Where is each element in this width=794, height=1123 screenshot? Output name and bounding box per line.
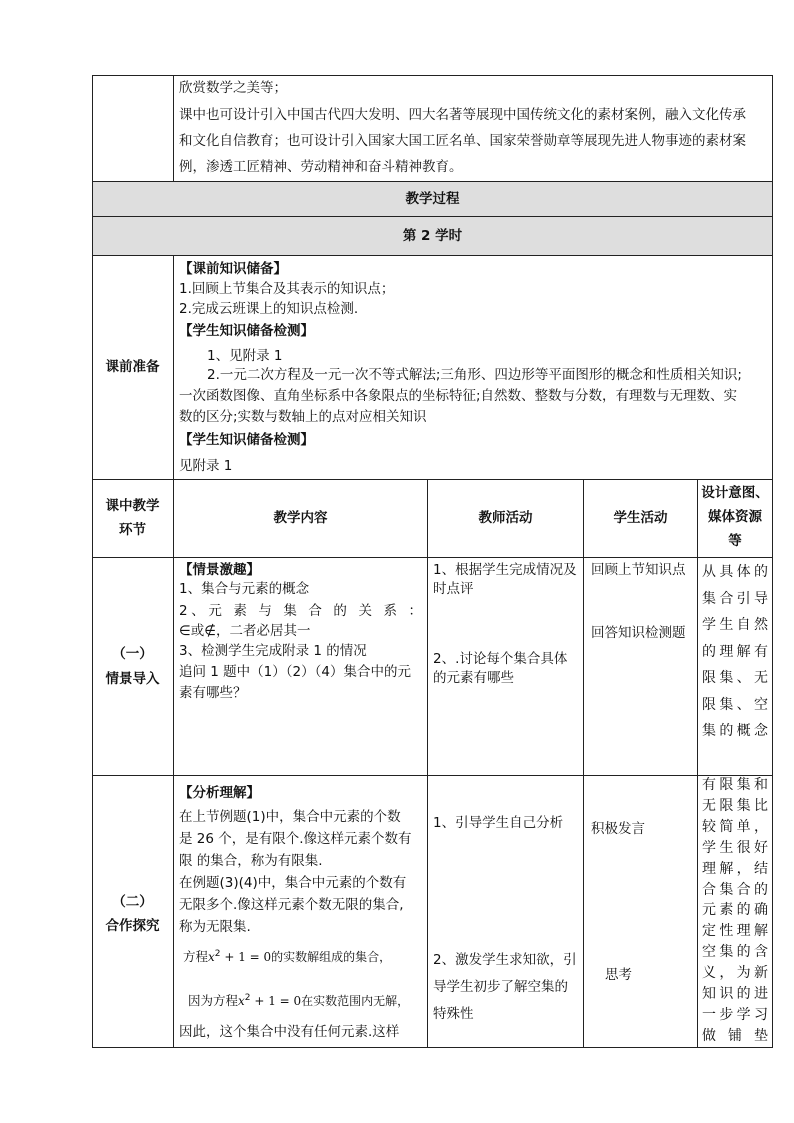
design-line: 合集合的 bbox=[702, 881, 768, 898]
equation-variable: x bbox=[238, 994, 245, 1008]
stage-number: （二） bbox=[112, 894, 153, 910]
design-line: 较简单， bbox=[702, 818, 768, 835]
teacher-line: 2、.讨论每个集合具体 bbox=[433, 651, 568, 667]
content-line: ∈或∉，二者必居其一 bbox=[179, 623, 311, 639]
design-line: 学生自然 bbox=[702, 617, 768, 633]
equation-text: 方程 bbox=[183, 949, 209, 964]
design-line: 集合引导 bbox=[702, 590, 768, 607]
prep-label: 课前准备 bbox=[105, 359, 160, 375]
design-line: 义，为新 bbox=[702, 965, 768, 982]
content-line: 素有哪些？ bbox=[179, 685, 247, 701]
col-divider bbox=[583, 479, 584, 1048]
header-content: 教学内容 bbox=[273, 510, 328, 526]
content-line: 3、检测学生完成附录 1 的情况 bbox=[179, 643, 367, 659]
stage-label: 情景导入 bbox=[105, 671, 160, 687]
prep-line: 见附录 1 bbox=[179, 458, 233, 474]
equation-text: + 1 = 0的实数解组成的集合， bbox=[220, 950, 392, 964]
equation-variable: x bbox=[208, 950, 215, 964]
col-divider bbox=[427, 479, 428, 1048]
prep-line: 1.回顾上节集合及其表示的知识点； bbox=[179, 281, 395, 297]
header-teacher: 教师活动 bbox=[478, 510, 533, 526]
teacher-line: 导学生初步了解空集的 bbox=[433, 979, 568, 995]
teacher-line: 的元素有哪些 bbox=[433, 670, 514, 686]
session-title: 第 2 学时 bbox=[402, 228, 463, 244]
intro-line: 例，渗透工匠精神、劳动精神和奋斗精神教育。 bbox=[179, 159, 463, 175]
content-heading: 【情景激趣】 bbox=[179, 562, 260, 578]
teacher-line: 1、引导学生自己分析 bbox=[433, 815, 564, 831]
student-line: 回顾上节知识点 bbox=[591, 562, 686, 578]
col-divider bbox=[173, 75, 174, 182]
equation-line bbox=[183, 945, 391, 966]
student-line: 思考 bbox=[605, 967, 632, 983]
equation-exponent: 2 bbox=[214, 949, 221, 959]
row-divider bbox=[92, 775, 773, 776]
intro-line: 和文化自信教育；也可设计引入国家大国工匠名单、国家荣誉勋章等展现先进人物事迹的素材案 bbox=[179, 133, 746, 149]
student-line: 积极发言 bbox=[591, 821, 645, 837]
content-line: 2、元 素 与 集 合 的 关 系 ： bbox=[179, 603, 422, 619]
content-line: 1、集合与元素的概念 bbox=[179, 581, 310, 597]
row-divider bbox=[92, 557, 773, 558]
prep-line: 一次函数图像、直角坐标系中各象限点的坐标特征;自然数、整数与分数，有理数与无理数、实 bbox=[179, 388, 738, 404]
content-line: 因此，这个集合中没有任何元素.这样 bbox=[179, 1024, 400, 1040]
design-line: 限集、无 bbox=[702, 670, 768, 686]
design-line: 的理解有 bbox=[702, 643, 768, 660]
header-stage-line: 环节 bbox=[119, 522, 146, 538]
design-line: 学生很好 bbox=[702, 839, 768, 856]
header-design-line: 等 bbox=[728, 533, 742, 549]
prep-line: 2.一元二次方程及一元一次不等式解法;三角形、四边形等平面图形的概念和性质相关知识; bbox=[207, 367, 742, 383]
intro-line: 课中也可设计引入中国古代四大发明、四大名著等展现中国传统文化的素材案例，融入文化传承 bbox=[179, 107, 746, 123]
prep-line: 2.完成云班课上的知识点检测. bbox=[179, 301, 359, 317]
prep-line: 1、见附录 1 bbox=[207, 348, 283, 364]
content-line: 限 的集合，称为有限集. bbox=[179, 853, 323, 869]
prep-heading: 【学生知识储备检测】 bbox=[179, 432, 314, 448]
header-design-line: 媒体资源 bbox=[708, 509, 762, 525]
equation-line bbox=[188, 989, 409, 1010]
equation-exponent: 2 bbox=[244, 993, 251, 1003]
content-heading: 【分析理解】 bbox=[179, 785, 260, 801]
design-line: 理解，结 bbox=[702, 860, 768, 877]
table-border-bottom bbox=[92, 1047, 773, 1048]
table-border-top bbox=[92, 75, 773, 76]
teacher-line: 时点评 bbox=[433, 581, 474, 597]
header-student: 学生活动 bbox=[613, 510, 668, 526]
design-line: 从具体的 bbox=[702, 564, 768, 580]
design-line: 定性理解 bbox=[702, 923, 768, 940]
header-design-line: 设计意图、 bbox=[701, 485, 769, 501]
intro-line: 欣赏数学之美等； bbox=[179, 80, 287, 96]
teacher-line: 1、根据学生完成情况及 bbox=[433, 562, 577, 578]
row-divider bbox=[92, 181, 773, 182]
table-border-right bbox=[772, 75, 773, 1048]
equation-text: + 1 = 0在实数范围内无解， bbox=[250, 994, 410, 1008]
teacher-line: 2、激发学生求知欲，引 bbox=[433, 952, 577, 968]
stage-label: 合作探究 bbox=[105, 918, 160, 934]
design-line: 集的概念 bbox=[702, 723, 768, 739]
student-line: 回答知识检测题 bbox=[591, 625, 686, 641]
header-stage-line: 课中教学 bbox=[105, 498, 160, 514]
content-line: 在例题(3)(4)中，集合中元素的个数有 bbox=[179, 875, 407, 891]
design-line: 空集的含 bbox=[702, 944, 768, 961]
design-line: 元素的确 bbox=[702, 902, 768, 919]
design-line: 做铺垫 bbox=[702, 1027, 768, 1044]
teacher-line: 特殊性 bbox=[433, 1006, 474, 1022]
row-divider bbox=[92, 479, 773, 480]
content-line: 追问 1 题中（1）（2）（4）集合中的元 bbox=[179, 664, 411, 680]
process-title: 教学过程 bbox=[405, 191, 460, 207]
design-line: 知识的进 bbox=[702, 986, 768, 1003]
prep-line: 数的区分;实数与数轴上的点对应相关知识 bbox=[179, 409, 427, 425]
col-divider bbox=[697, 479, 698, 1048]
prep-heading: 【学生知识储备检测】 bbox=[179, 323, 314, 339]
design-line: 限集、空 bbox=[702, 696, 768, 713]
col-divider bbox=[173, 255, 174, 1048]
content-line: 是 26 个，是有限个.像这样元素个数有 bbox=[179, 831, 412, 847]
design-line: 一步学习 bbox=[702, 1006, 768, 1023]
design-line: 有限集和 bbox=[702, 777, 768, 793]
design-line: 无限集比 bbox=[702, 797, 768, 814]
stage-number: （一） bbox=[112, 646, 153, 662]
equation-text: 因为方程 bbox=[188, 993, 239, 1008]
design-text bbox=[702, 559, 768, 745]
row-divider bbox=[92, 255, 773, 256]
content-line: 在上节例题(1)中，集合中元素的个数 bbox=[179, 809, 401, 825]
row-divider bbox=[92, 216, 773, 217]
design-text bbox=[702, 775, 768, 1047]
content-line: 无限多个.像这样元素个数无限的集合, bbox=[179, 897, 404, 913]
content-line: 称为无限集. bbox=[179, 919, 251, 935]
prep-heading: 【课前知识储备】 bbox=[179, 261, 287, 277]
